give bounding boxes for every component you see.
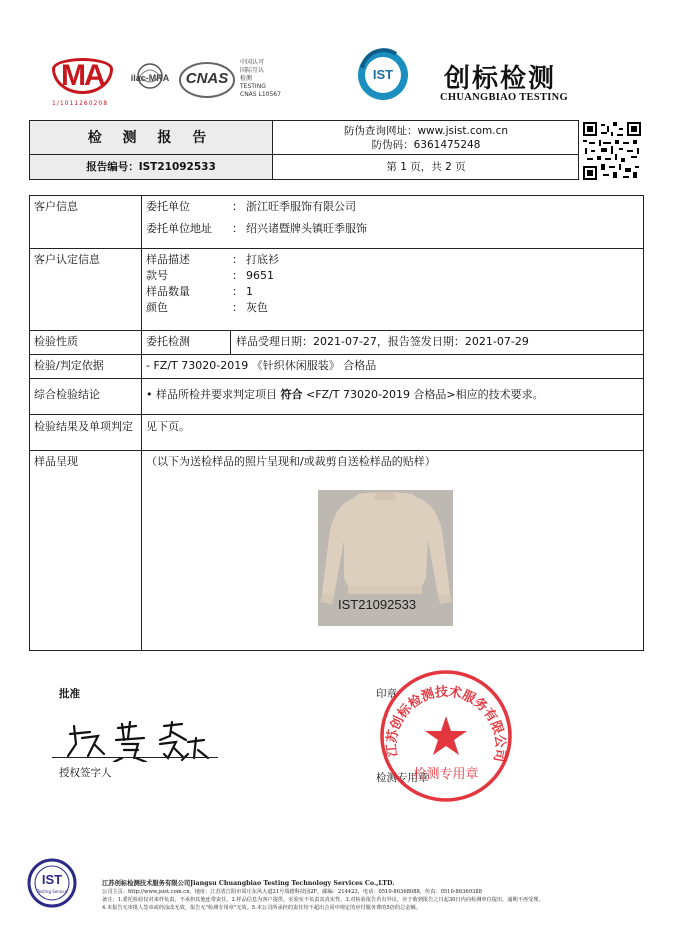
test-nature: 委托检测	[146, 335, 190, 348]
footer-notes: 备注：1.委托检验仅对来样负责，不承担其他连带责任。2.样品信息为客户提供，实验室不负责其真实性。3.对检验报告若有异议，应于收到报告之日起30日内向检测单位提出，逾期不再受理。	[102, 897, 544, 903]
cnas-logo	[178, 60, 236, 100]
verify-url[interactable]: 防伪查询网址：www.jsist.com.cn	[343, 125, 509, 137]
receipt-issue-dates: 样品受理日期：2021-07-27，报告签发日期：2021-07-29	[236, 335, 529, 348]
page-indicator: 第 1 页，共 2 页	[386, 161, 466, 173]
conclusion-row	[30, 379, 643, 415]
results-row	[30, 415, 643, 451]
stamp-sub-text: 检测专用章	[413, 767, 479, 782]
cma-number: 1/1011260208	[52, 100, 109, 107]
row-label: 样品呈现	[30, 451, 142, 650]
client-unit: 浙江旺季服饰有限公司	[246, 200, 356, 213]
nature-row	[30, 331, 643, 355]
cnas-caption-line: 检测	[240, 75, 253, 82]
conclusion-pre: • 样品所检并要求判定项目	[146, 388, 281, 401]
presentation-note: （以下为送检样品的照片呈现和/或裁剪自送检样品的贴样）	[146, 455, 436, 468]
conclusion-text	[142, 379, 643, 414]
client-row: 客户信息 委托单位 ： 浙江旺季服饰有限公司 委托单位地址 ： 绍兴诸暨牌头镇旺季服饰	[30, 196, 643, 249]
seal-type-label: 检测专用章	[376, 772, 429, 784]
field-key: 样品数量	[146, 285, 190, 298]
row-label: 客户认定信息	[30, 249, 142, 330]
company-seal-stamp	[378, 668, 514, 804]
field-key: 颜色	[146, 301, 168, 314]
stamp-arc-text: 江苏创标检测技术服务有限公司	[384, 684, 508, 763]
footer-logo-sub: Testing Service	[36, 889, 68, 894]
footer-contact: 公司主页：http://www.jsist.com.cn，地址：江苏省江阴市周庄东风大道21号瑞德科技园2F，邮编：214423，电话：0510-86368088，传真：0510-86369388	[102, 889, 482, 895]
basis-row	[30, 355, 643, 379]
row-label: 检验/判定依据	[30, 355, 142, 378]
row-label: 综合检验结论	[30, 379, 142, 414]
cnas-caption	[240, 59, 300, 99]
footer-text	[102, 880, 662, 912]
qr-code[interactable]	[583, 122, 641, 180]
cma-logo-text: MA	[52, 58, 113, 94]
signature-line	[52, 757, 218, 758]
footer-ist-logo	[27, 858, 77, 908]
field-key: 样品描述	[146, 253, 190, 266]
cma-logo	[52, 58, 122, 107]
row-label: 检验性质	[30, 331, 142, 354]
field-value: 1	[246, 285, 253, 298]
row-label: 客户信息	[30, 196, 142, 248]
ilac-mra-logo	[128, 62, 172, 96]
footer-company: 江苏创标检测技术服务有限公司Jiangsu Chuangbiao Testing Technology Services Co.,LTD.	[102, 880, 395, 887]
footer-notes: 4.本报告无审批人签章或经涂改无效，报告无"检测专用章"无效。5.本公司所承担的责任均不超出合同中规定的应付服务费的5倍的总金额。	[102, 905, 421, 911]
client-address: 绍兴诸暨牌头镇旺季服饰	[246, 222, 367, 235]
conclusion-post: <FZ/T 73020-2019 合格品>相应的技术要求。	[302, 388, 544, 401]
test-basis: - FZ/T 73020-2019 《针织休闲服装》 合格品	[146, 359, 377, 372]
field-value: 打底衫	[246, 253, 279, 266]
sample-field: 样品数量 ： 1	[146, 284, 639, 300]
field-key: 委托单位	[146, 200, 190, 213]
sample-field: 款号 ： 9651	[146, 268, 639, 284]
verify-code: 防伪码：6361475248	[371, 139, 481, 151]
cnas-text: CNAS	[185, 70, 229, 87]
row-label: 检验结果及单项判定	[30, 415, 142, 450]
approval-label: 批准	[59, 688, 80, 700]
ilac-text: ilac-MRA	[130, 73, 170, 83]
report-header	[29, 120, 579, 180]
conclusion-verdict: 符合	[280, 388, 303, 401]
seal-label: 印章	[376, 688, 397, 700]
signer-title: 授权签字人	[59, 767, 112, 779]
field-value: 9651	[246, 269, 274, 282]
sample-field: 样品描述 ： 打底衫	[146, 252, 639, 268]
verification-info	[273, 121, 579, 155]
company-name-cn: 创标检测	[444, 64, 557, 94]
cnas-caption-line: 中国认可	[240, 59, 265, 66]
ist-badge-text: IST	[372, 67, 394, 82]
column-divider	[230, 331, 231, 354]
cnas-caption-line: 国际互认	[240, 67, 265, 74]
company-name-en: CHUANGBIAO TESTING	[440, 92, 569, 103]
results-reference: 见下页。	[146, 420, 190, 433]
sample-photo-label: IST21092533	[338, 597, 417, 612]
ist-logo-icon	[356, 48, 410, 102]
cnas-caption-line: CNAS L10567	[240, 91, 281, 98]
field-value: 灰色	[246, 301, 268, 314]
report-number: 报告编号：IST21092533	[30, 155, 273, 179]
report-title: 检 测 报 告	[30, 121, 273, 155]
field-key: 款号	[146, 269, 168, 282]
footer-logo-text: IST	[41, 872, 63, 887]
cnas-caption-line: TESTING	[240, 83, 266, 90]
field-key: 委托单位地址	[146, 222, 212, 235]
sample-fields	[142, 249, 643, 330]
sample-row	[30, 249, 643, 331]
handwritten-signature	[64, 720, 224, 762]
sample-field: 颜色 ： 灰色	[146, 300, 639, 316]
